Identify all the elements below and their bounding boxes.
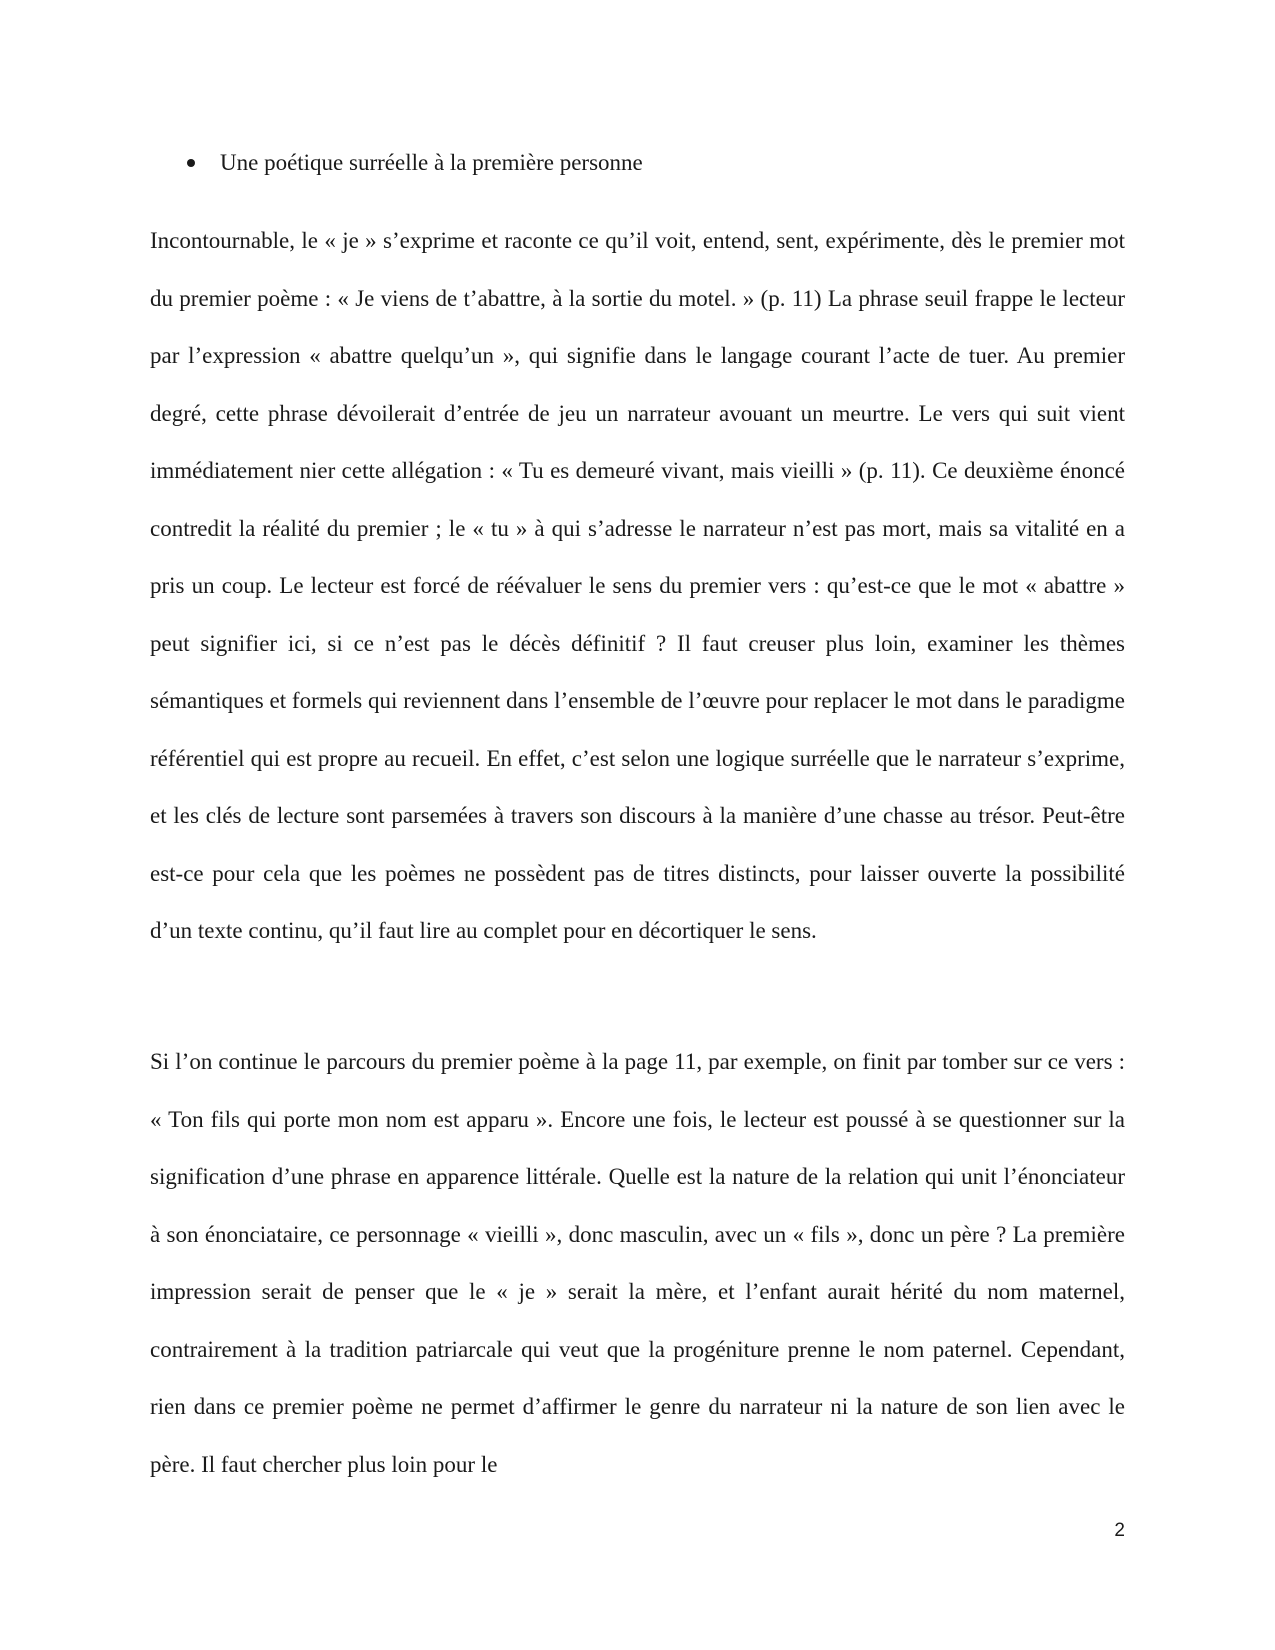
paragraph-1: Incontournable, le « je » s’exprime et raconte ce qu’il voit, entend, sent, expérimente, dès le premier mot du premier poème : « Je viens de t’abattre, à la sortie du motel. » (p. 11) La phrase seuil frappe le lecteur par l’expression « abattre quelqu’un », qui signifie dans le langage courant l’acte de tuer. Au premier degré, cette phrase dévoilerait d’entrée de jeu un narrateur avouant un meurtre. Le vers qui suit vient immédiatement nier cette allégation : « Tu es demeuré vivant, mais vieilli » (p. 11). Ce deuxième énoncé contredit la réalité du premier ; le « tu » à qui s’adresse le narrateur n’est pas mort, mais sa vitalité en a pris un coup. Le lecteur est forcé de réévaluer le sens du premier vers : qu’est-ce que le mot « abattre » peut signifier ici, si ce n’est pas le décès définitif ? Il faut creuser plus loin, examiner les thèmes sémantiques et formels qui reviennent dans l’ensemble de l’œuvre pour replacer le mot dans le paradigme référentiel qui est propre au recueil. En effet, c’est selon une logique surréelle que le narrateur s’exprime, et les clés de lecture sont parsemées à travers son discours à la manière d’une chasse au trésor. Peut-être est-ce pour cela que les poèmes ne possèdent pas de titres distincts, pour laisser ouverte la possibilité d’un texte continu, qu’il faut lire au complet pour en décortiquer le sens.: [150, 228, 1125, 943]
page-number: 2: [1114, 1520, 1125, 1541]
paragraph-2: Si l’on continue le parcours du premier poème à la page 11, par exemple, on finit par tomber sur ce vers : « Ton fils qui porte mon nom est apparu ». Encore une fois, le lecteur est poussé à se questionner sur la signification d’une phrase en apparence littérale. Quelle est la nature de la relation qui unit l’énonciateur à son énonciataire, ce personnage « vieilli », donc masculin, avec un « fils », donc un père ? La première impression serait de penser que le « je » serait la mère, et l’enfant aurait hérité du nom maternel, contrairement à la tradition patriarcale qui veut que la progéniture prenne le nom paternel. Cependant, rien dans ce premier poème ne permet d’affirmer le genre du narrateur ni la nature de son lien avec le père. Il faut chercher plus loin pour le: [150, 1049, 1125, 1477]
section-heading: [187, 148, 643, 178]
section-heading-text: Une poétique surréelle à la première personne: [220, 150, 643, 175]
bullet-icon: [187, 159, 195, 167]
